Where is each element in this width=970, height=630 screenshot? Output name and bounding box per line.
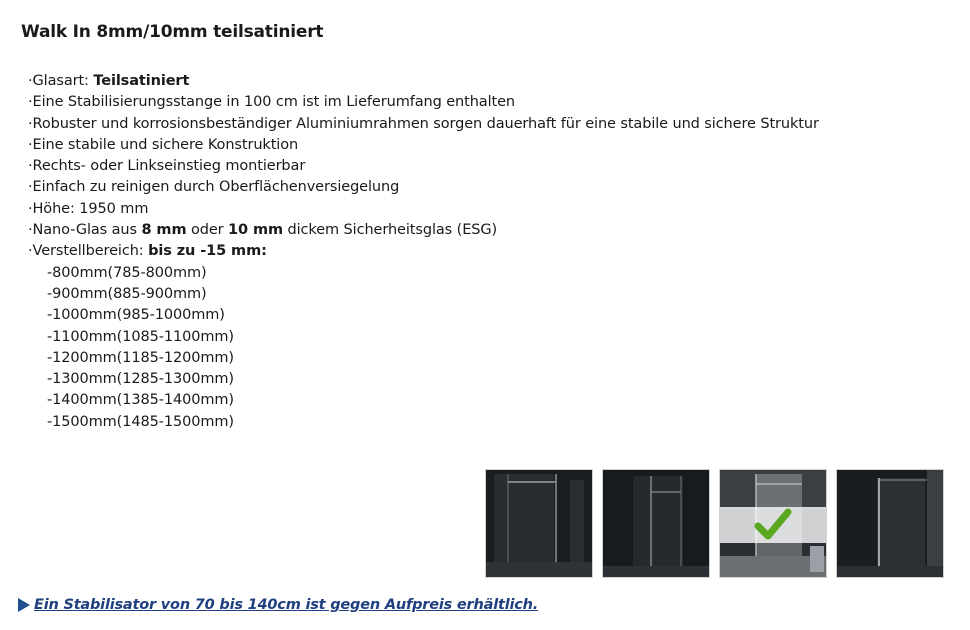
size-item: -1200mm(1185-1200mm) <box>47 349 234 366</box>
page-title: Walk In 8mm/10mm teilsatiniert <box>21 22 324 42</box>
checkmark-icon <box>720 470 827 578</box>
feature-mounting: ·Rechts- oder Linkseinstieg montierbar <box>28 158 306 175</box>
stabilizer-note <box>18 597 538 613</box>
feature-height: ·Höhe: 1950 mm <box>28 200 149 217</box>
feature-list <box>28 71 819 433</box>
size-item: -1000mm(985-1000mm) <box>47 307 225 324</box>
feature-frame: ·Robuster und korrosionsbeständiger Aluminiumrahmen sorgen dauerhaft für eine stabile und sichere Struktur <box>28 115 819 132</box>
feature-construction: ·Eine stabile und sichere Konstruktion <box>28 136 299 153</box>
thumbnail-2[interactable] <box>602 469 710 578</box>
thumbnail-1[interactable] <box>485 469 593 578</box>
shower-photo-icon <box>486 470 593 578</box>
thumbnail-3-selected[interactable] <box>719 469 827 578</box>
size-item: -800mm(785-800mm) <box>47 264 207 281</box>
size-item: -900mm(885-900mm) <box>47 285 207 302</box>
shower-photo-icon <box>603 470 710 578</box>
feature-stabilizer: ·Eine Stabilisierungsstange in 100 cm ist im Lieferumfang enthalten <box>28 94 516 111</box>
size-item: -1500mm(1485-1500mm) <box>47 413 234 430</box>
size-list <box>28 263 819 433</box>
feature-adjustment: ·Verstellbereich: bis zu -15 mm: -800mm(785-800mm) -900mm(885-900mm) -1000mm(985-1000mm) -1100mm(1085-1100mm) -1200mm(1185-1200mm) -1300mm(1285-1300mm) -1400mm(1385-1400mm) -1500mm(1485-1500mm) <box>28 241 819 433</box>
size-item: -1300mm(1285-1300mm) <box>47 371 234 388</box>
shower-photo-icon <box>837 470 944 578</box>
feature-glass: ·Nano-Glas aus 8 mm oder 10 mm dickem Sicherheitsglas (ESG) <box>28 222 498 239</box>
size-item: -1100mm(1085-1100mm) <box>47 328 234 345</box>
feature-glasart: ·Glasart: Teilsatiniert <box>28 73 190 89</box>
play-arrow-icon <box>18 598 30 612</box>
size-item: -1400mm(1385-1400mm) <box>47 392 234 409</box>
stabilizer-link[interactable]: Ein Stabilisator von 70 bis 140cm ist gegen Aufpreis erhältlich. <box>34 597 539 613</box>
feature-cleaning: ·Einfach zu reinigen durch Oberflächenversiegelung <box>28 179 400 196</box>
thumbnail-4[interactable] <box>836 469 944 578</box>
thumbnail-gallery <box>485 469 944 578</box>
